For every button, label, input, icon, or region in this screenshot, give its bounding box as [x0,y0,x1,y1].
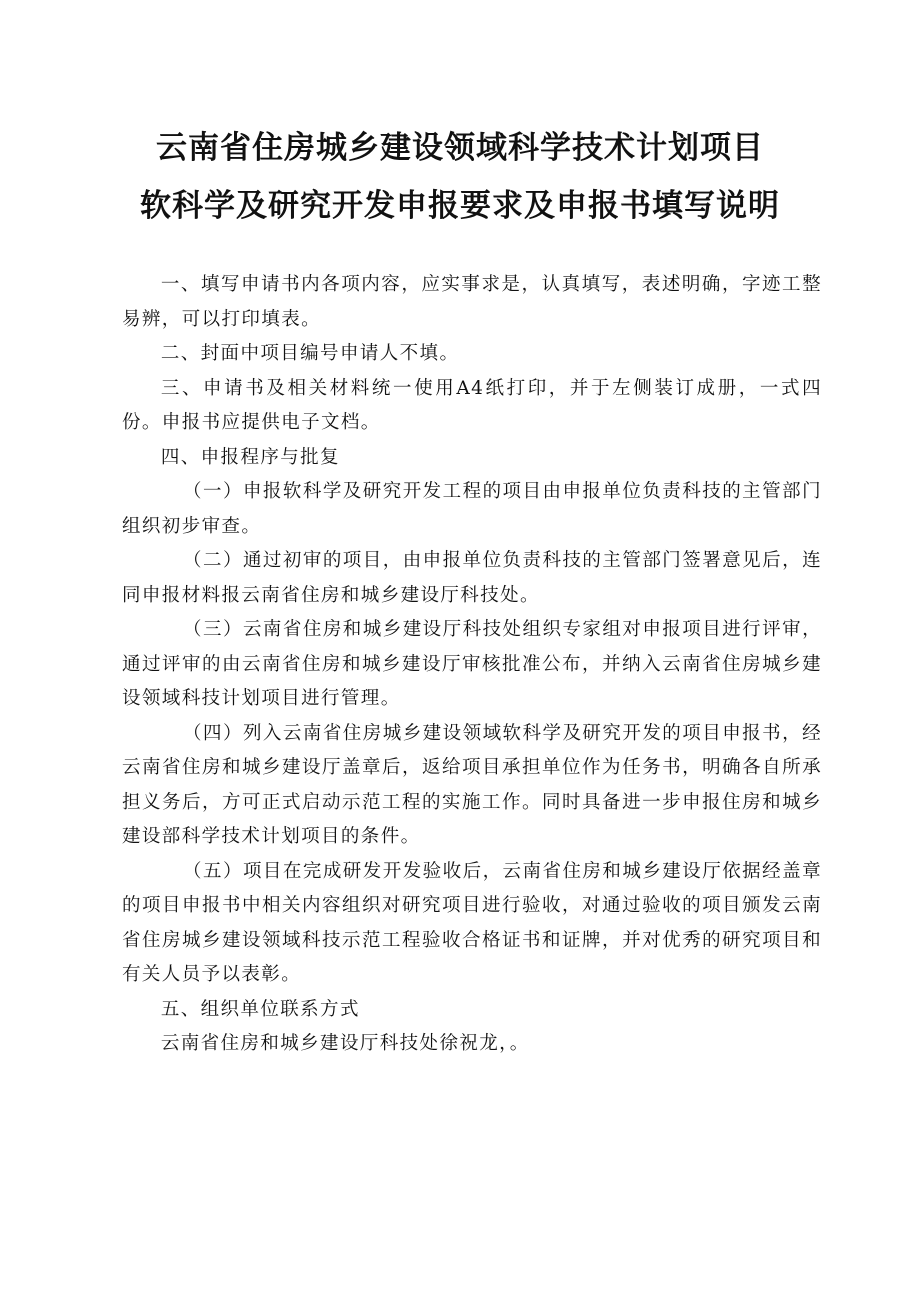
document-title-line1: 云南省住房城乡建设领域科学技术计划项目 [156,130,764,166]
paragraph-procedure-heading: 四、申报程序与批复 [160,446,340,468]
paragraph-procedure-3: （三）云南省住房和城乡建设厅科技处组织专家组对申报项目进行评审，通过评审的由云南省住房和城乡建设厅审核批准公布，并纳入云南省住房城乡建设领域科技计划项目进行管理。 [122,619,822,709]
paragraph-fill-requirements: 一、填写申请书内各项内容，应实事求是，认真填写，表述明确，字迹工整易辨，可以打印填表。 [122,274,822,330]
paragraph-procedure-5: （五）项目在完成研发开发验收后，云南省住房和城乡建设厅依据经盖章的项目申报书中相关内容组织对研究项目进行验收，对通过验收的项目颁发云南省住房城乡建设领域科技示范工程验收合格证书和证牌，并对优秀的研究项目和有关人员予以表彰。 [122,860,822,985]
document-body [122,268,822,1062]
paragraph-contact-info: 云南省住房和城乡建设厅科技处徐祝龙，。 [160,1033,530,1054]
paragraph-contact-heading: 五、组织单位联系方式 [160,998,360,1020]
document-title-line2: 软科学及研究开发申报要求及申报书填写说明 [140,188,780,224]
paragraph-procedure-2: （二）通过初审的项目，由申报单位负责科技的主管部门签署意见后，连同申报材料报云南省住房和城乡建设厅科技处。 [122,550,822,606]
paragraph-project-number: 二、封面中项目编号申请人不填。 [160,343,460,364]
paragraph-printing: 三、申请书及相关材料统一使用A4纸打印，并于左侧装订成册，一式四份。申报书应提供电子文档。 [122,377,822,433]
paragraph-procedure-1: （一）申报软科学及研究开发工程的项目由申报单位负责科技的主管部门组织初步审查。 [122,481,822,537]
paragraph-procedure-4: （四）列入云南省住房城乡建设领域软科学及研究开发的项目申报书，经云南省住房和城乡建设厅盖章后，返给项目承担单位作为任务书，明确各自所承担义务后，方可正式启动示范工程的实施工作。同时具备进一步申报住房和城乡建设部科学技术计划项目的条件。 [122,722,822,847]
